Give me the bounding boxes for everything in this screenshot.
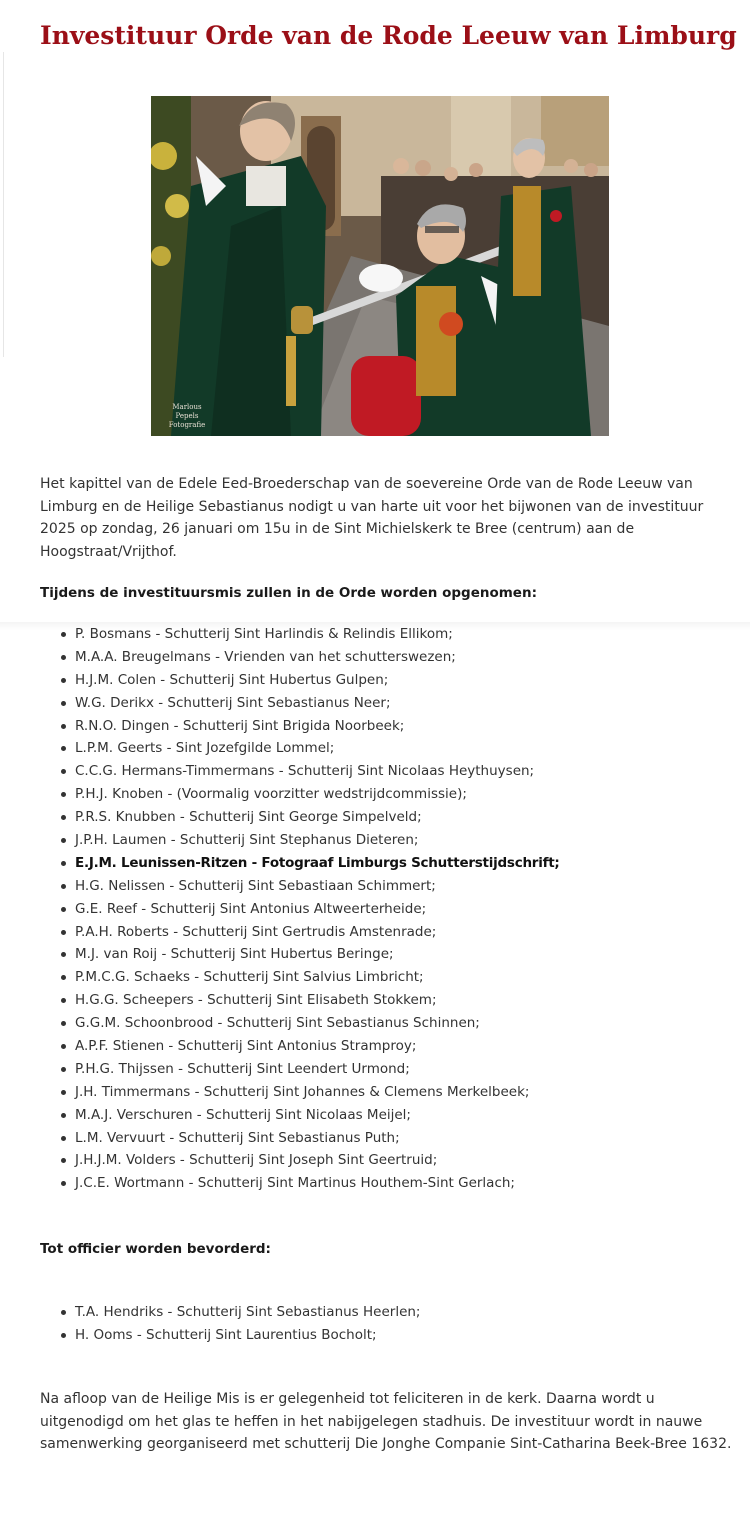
list-item: W.G. Derikx - Schutterij Sint Sebastianus Neer; bbox=[60, 692, 560, 715]
list-item: J.C.E. Wortmann - Schutterij Sint Martinus Houthem-Sint Gerlach; bbox=[60, 1172, 560, 1195]
officers-list bbox=[60, 1301, 420, 1347]
left-divider bbox=[3, 52, 4, 357]
list-item: J.P.H. Laumen - Schutterij Sint Stephanus Dieteren; bbox=[60, 829, 560, 852]
list-item: H. Ooms - Schutterij Sint Laurentius Bocholt; bbox=[60, 1324, 420, 1347]
intro-paragraph: Het kapittel van de Edele Eed-Broederschap van de soevereine Orde van de Rode Leeuw van Limburg en de Heilige Sebastianus nodigt u van harte uit voor het bijwonen van de investituur 2025 op zondag, 26 januari om 15u in de Sint Michielskerk te Bree (centrum) aan de Hoogstraat/Vrijthof. bbox=[40, 476, 704, 560]
list-item: G.G.M. Schoonbrood - Schutterij Sint Sebastianus Schinnen; bbox=[60, 1012, 560, 1035]
members-list bbox=[60, 623, 560, 1195]
list-item: H.J.M. Colen - Schutterij Sint Hubertus Gulpen; bbox=[60, 669, 560, 692]
list-item: L.M. Vervuurt - Schutterij Sint Sebastianus Puth; bbox=[60, 1127, 560, 1150]
list-item: M.A.J. Verschuren - Schutterij Sint Nicolaas Meijel; bbox=[60, 1104, 560, 1127]
list-item: R.N.O. Dingen - Schutterij Sint Brigida Noorbeek; bbox=[60, 715, 560, 738]
list-item: J.H.J.M. Volders - Schutterij Sint Joseph Sint Geertruid; bbox=[60, 1149, 560, 1172]
photo-credit-line-1: Marlous Pepels bbox=[172, 403, 202, 420]
list-item: P.M.C.G. Schaeks - Schutterij Sint Salvius Limbricht; bbox=[60, 966, 560, 989]
investiture-scene-illustration bbox=[151, 96, 609, 436]
list-item: L.P.M. Geerts - Sint Jozefgilde Lommel; bbox=[60, 737, 560, 760]
page-title: Investituur Orde van de Rode Leeuw van Limburg bbox=[40, 21, 737, 50]
list-item: P. Bosmans - Schutterij Sint Harlindis & Relindis Ellikom; bbox=[60, 623, 560, 646]
list-item: H.G. Nelissen - Schutterij Sint Sebastiaan Schimmert; bbox=[60, 875, 560, 898]
list-item: H.G.G. Scheepers - Schutterij Sint Elisabeth Stokkem; bbox=[60, 989, 560, 1012]
list-item: P.H.G. Thijssen - Schutterij Sint Leendert Urmond; bbox=[60, 1058, 560, 1081]
list-item: P.A.H. Roberts - Schutterij Sint Gertrudis Amstenrade; bbox=[60, 921, 560, 944]
list-item: M.A.A. Breugelmans - Vrienden van het schutterswezen; bbox=[60, 646, 560, 669]
list-item: P.H.J. Knoben - (Voormalig voorzitter wedstrijdcommissie); bbox=[60, 783, 560, 806]
photo-credit-line-2: Fotografie bbox=[168, 421, 206, 429]
list-item: E.J.M. Leunissen-Ritzen - Fotograaf Limburgs Schutterstijdschrift; bbox=[60, 852, 560, 875]
list-item: A.P.F. Stienen - Schutterij Sint Antonius Stramproy; bbox=[60, 1035, 560, 1058]
list-item: J.H. Timmermans - Schutterij Sint Johannes & Clemens Merkelbeek; bbox=[60, 1081, 560, 1104]
list-item: T.A. Hendriks - Schutterij Sint Sebastianus Heerlen; bbox=[60, 1301, 420, 1324]
officers-heading: Tot officier worden bevorderd: bbox=[40, 1241, 271, 1257]
photo-credit bbox=[165, 403, 209, 430]
members-heading: Tijdens de investituursmis zullen in de Orde worden opgenomen: bbox=[40, 585, 537, 601]
list-item: G.E. Reef - Schutterij Sint Antonius Altweerterheide; bbox=[60, 898, 560, 921]
investiture-photo bbox=[151, 96, 609, 436]
list-item: M.J. van Roij - Schutterij Sint Hubertus Beringe; bbox=[60, 943, 560, 966]
list-item: P.R.S. Knubben - Schutterij Sint George Simpelveld; bbox=[60, 806, 560, 829]
closing-paragraph: Na afloop van de Heilige Mis is er gelegenheid tot feliciteren in de kerk. Daarna wordt u uitgenodigd om het glas te heffen in het nabijgelegen stadhuis. De investituur wordt in nauwe samenwerking georganiseerd met schutterij Die Jonghe Companie Sint-Catharina Beek-Bree 1632. bbox=[40, 1391, 732, 1453]
list-item: C.C.G. Hermans-Timmermans - Schutterij Sint Nicolaas Heythuysen; bbox=[60, 760, 560, 783]
